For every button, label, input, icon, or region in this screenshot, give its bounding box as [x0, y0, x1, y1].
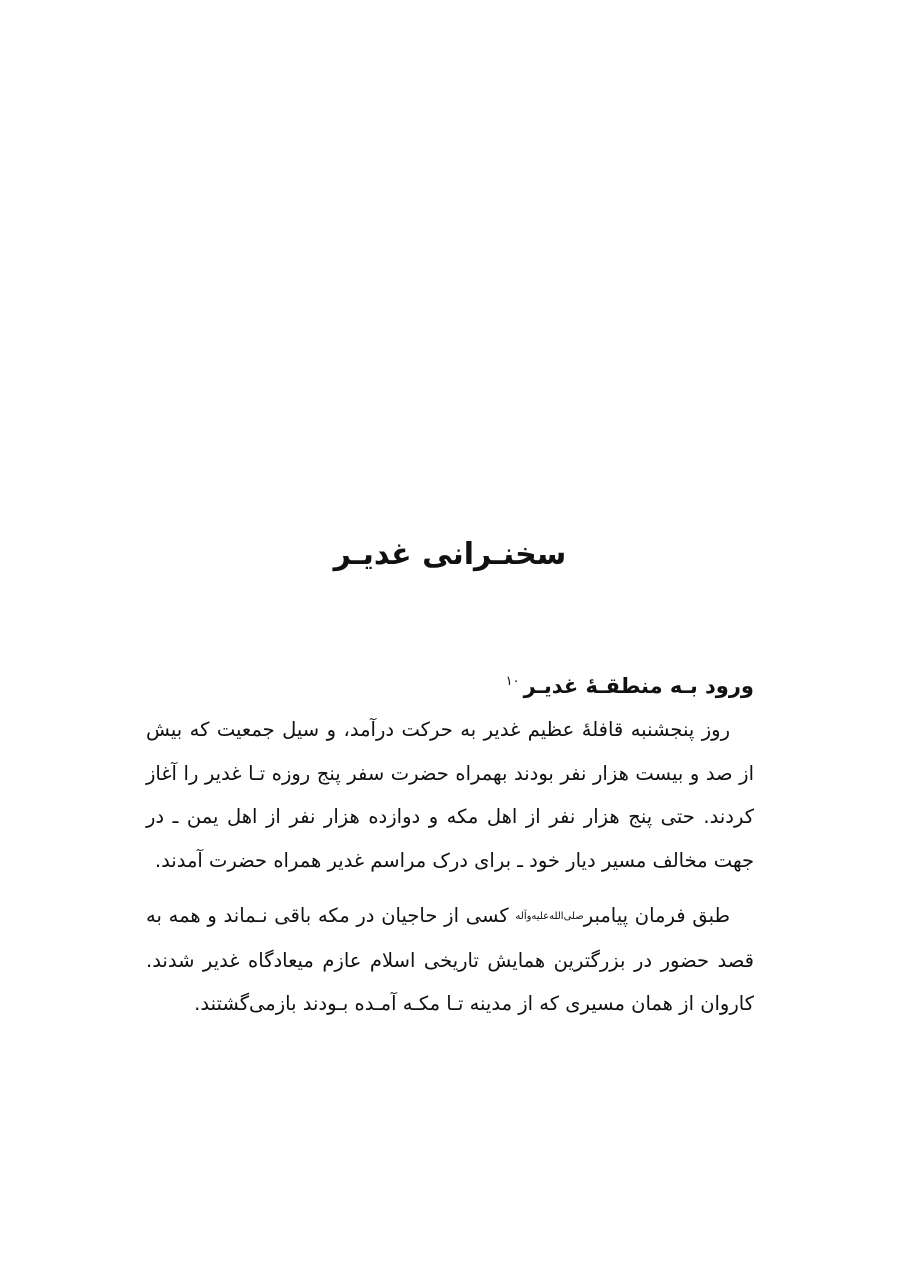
- footnote-reference[interactable]: ۱۰: [505, 674, 520, 689]
- paragraph-2: [146, 894, 754, 1026]
- section-heading-text: ورود بـه منطقـۀ غدیـر: [523, 674, 754, 698]
- page-body: [146, 660, 754, 1026]
- honorific-mark: صلی‌الله‌علیه‌وآله: [515, 911, 584, 922]
- paragraph-2-text-after: کسی از حاجیان در مکه باقی نـماند و همه به قصد حضور در بزرگترین همایش تاریخی اسلام عازم میعادگاه غدیر شدند. کاروان از همان مسیری که از مدینه تـا مکـه آمـده بـودند بازمی‌گشتند.: [146, 904, 754, 1015]
- chapter-title: سخنـرانی غدیـر: [333, 537, 567, 572]
- section-heading: [146, 660, 754, 708]
- paragraph-1: روز پنجشنبه قافلۀ عظیم غدیر به حرکت درآمد، و سیل جمعیت که بیش از صد و بیست هزار نفر بودند بهمراه حضرت سفر پنج روزه تـا غدیر را آغاز کردند. حتی پنج هزار نفر از اهل مکه و دوازده هزار نفر از اهل یمن ـ در جهت مخالف مسیر دیار خود ـ برای درک مراسم غدیر همراه حضرت آمدند.: [146, 718, 754, 872]
- paragraph-2-text-before: طبق فرمان پیامبر: [583, 904, 730, 927]
